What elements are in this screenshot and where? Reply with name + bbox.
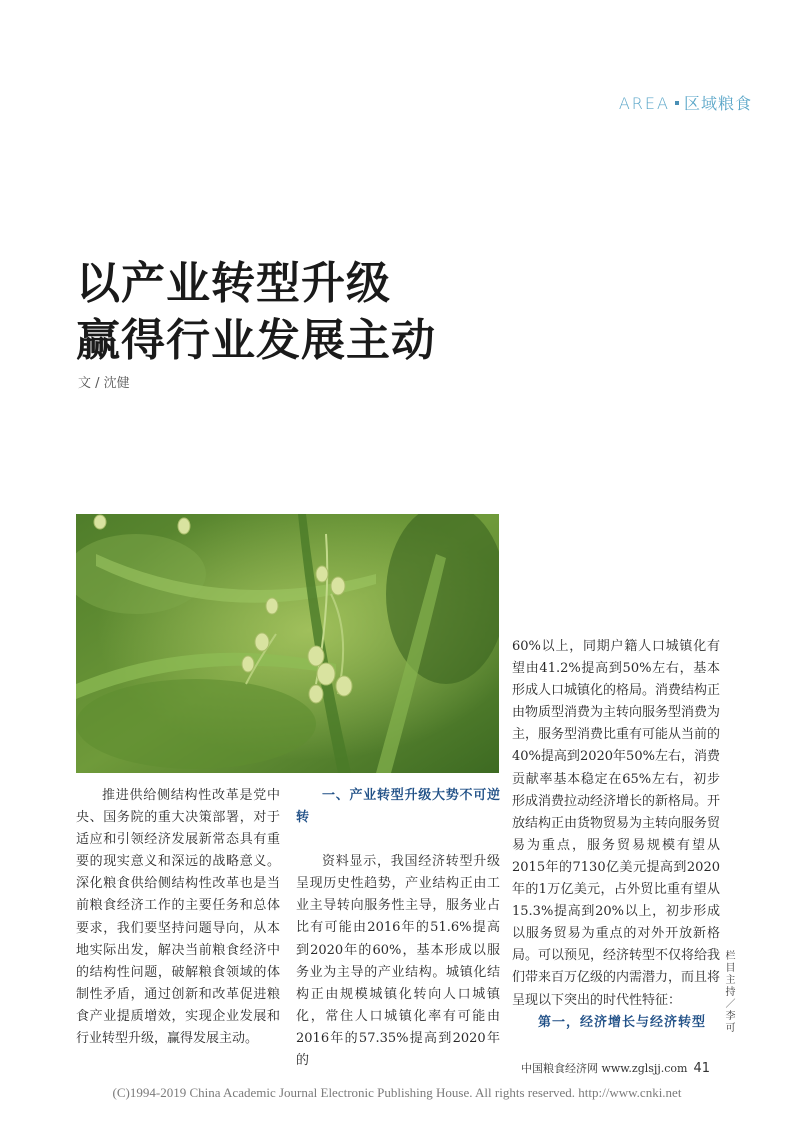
page-number: 41 [693,1061,710,1076]
article-column-1 [76,785,280,1050]
body-paragraph-1: 资料显示，我国经济转型升级呈现历史性趋势，产业结构正由工业主导转向服务性主导，服务业占比有可能由2016年的51.6%提高到2020年的60%，基本形成以服务业为主导的产业结构。城镇化结构正由规模城镇化转向人口城镇化，常住人口城镇化率有可能由2016年的57.35%提高到2020年的 [296,854,500,1069]
section-label-en: AREA [618,94,670,113]
article-title-line-1: 以产业转型升级 [76,258,391,309]
article-title-line-2: 赢得行业发展主动 [76,315,436,366]
copyright-notice: (C)1994-2019 China Academic Journal Electronic Publishing House. All rights reserved. http://www.cnki.net [112,1085,682,1100]
page-footer [521,1060,710,1076]
section-label [619,91,752,114]
column-editor-note: 栏目主持／李可 [723,950,734,1034]
grain-plant-photo [76,514,499,773]
article-title [76,255,436,369]
footer-site: 中国粮食经济网 www.zglsjj.com [520,1062,688,1075]
intro-paragraph: 推进供给侧结构性改革是党中央、国务院的重大决策部署，对于适应和引领经济发展新常态具有重要的现实意义和深远的战略意义。深化粮食供给侧结构性改革也是当前粮食经济工作的主要任务和总体要求，我们要坚持问题导向，从本地实际出发，解决当前粮食经济中的结构性问题，破解粮食领域的体制性矛盾，通过创新和改革促进粮食产业提质增效，实现企业发展和行业转型升级，赢得发展主动。 [76,788,280,1047]
section-label-cn: 区域粮食 [683,94,752,113]
author-byline: 文 / 沈健 [78,376,130,391]
article-column-2 [296,785,500,1072]
sub-heading-first: 第一，经济增长与经济转型 [538,1014,707,1030]
body-paragraph-2: 60%以上，同期户籍人口城镇化有望由41.2%提高到50%左右，基本形成人口城镇化的格局。消费结构正由物质型消费为主转向服务型消费为主，服务型消费比重有可能从当前的40%提高到2020年50%左右，消费贡献率基本稳定在65%左右，初步形成消费拉动经济增长的新格局。开放结构正由货物贸易为主转向服务贸易为重点，服务贸易规模有望从2015年的7130亿美元提高到2020年的1万亿美元，占外贸比重有望从15.3%提高到20%以上，初步形成以服务贸易为重点的对外开放新格局。可以预见，经济转型不仅将给我们带来百万亿级的内需潜力，而且将呈现以下突出的时代性特征： [512,639,721,1008]
section-heading-1: 一、产业转型升级大势不可逆转 [296,788,500,826]
article-column-3 [512,636,720,1034]
section-label-dot [675,101,679,105]
